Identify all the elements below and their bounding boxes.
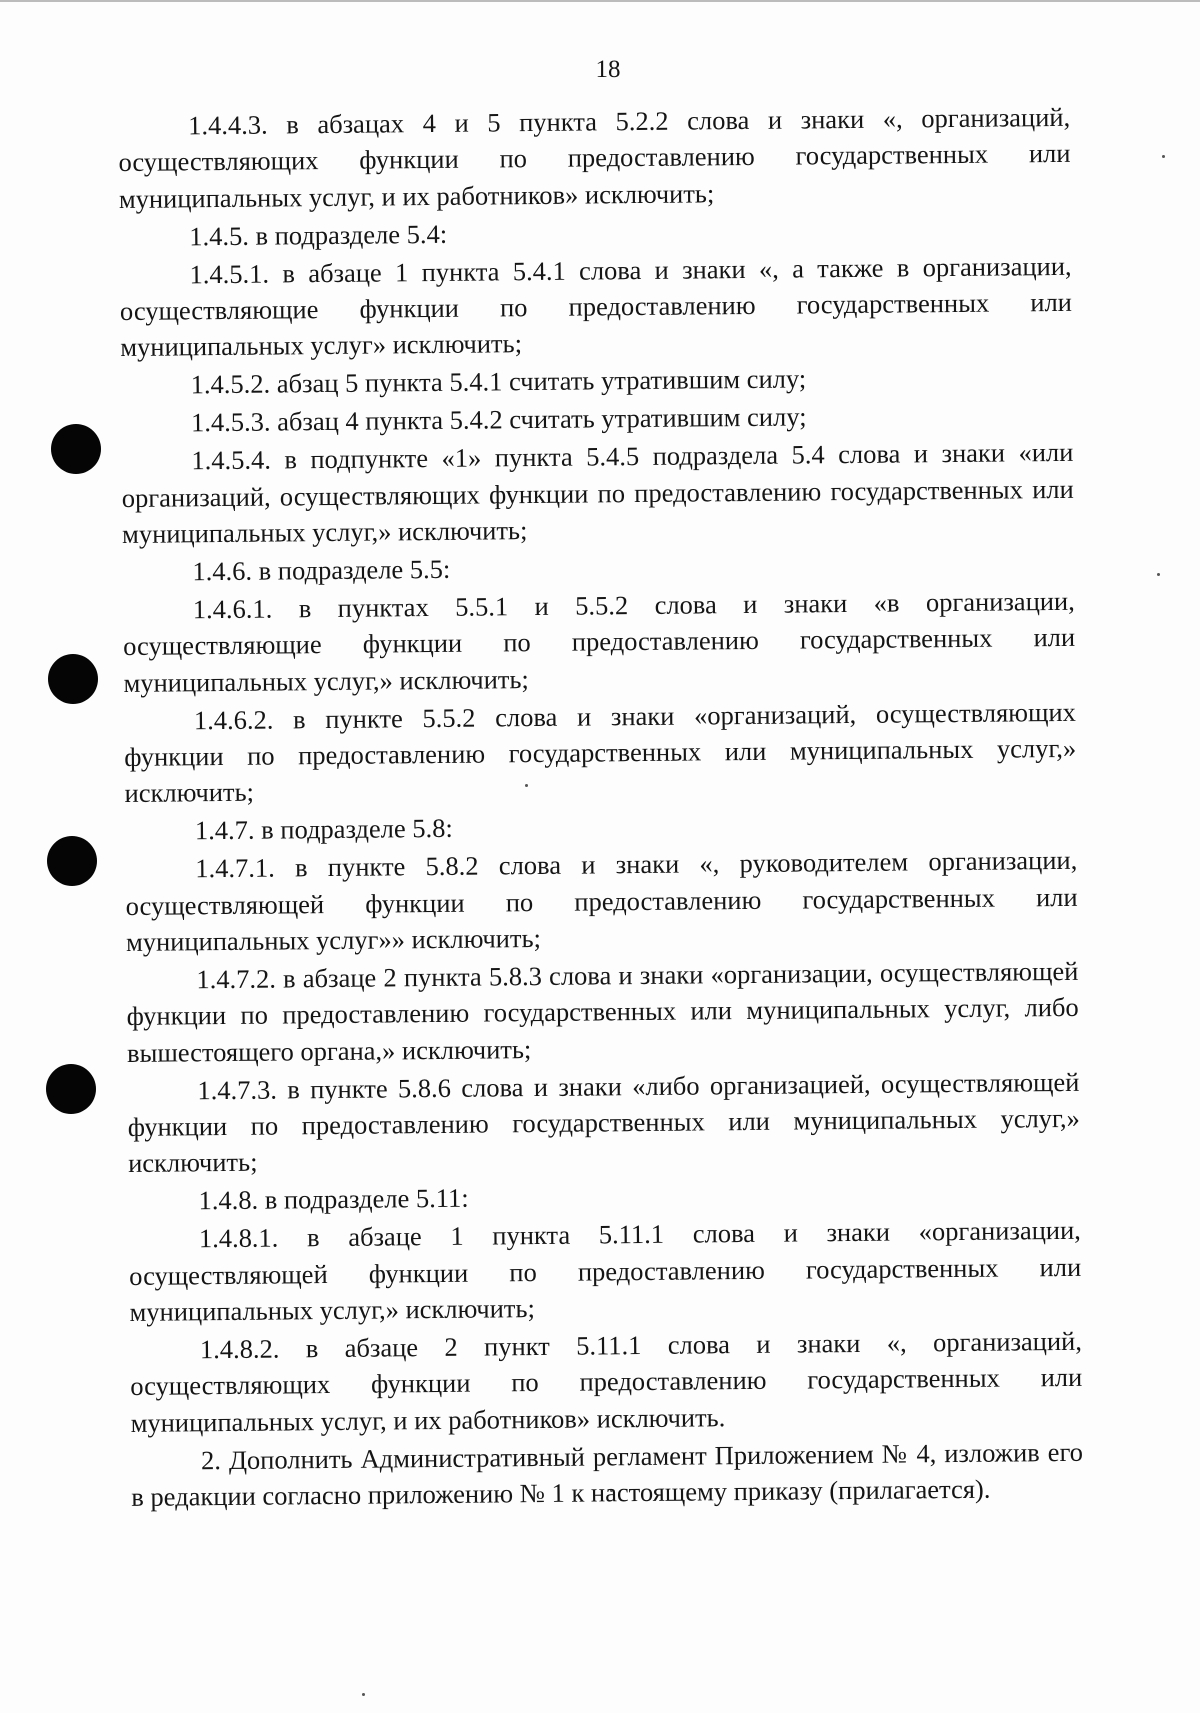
paragraph-2: 2. Дополнить Административный регламент Приложением № 4, изложив его в редакции согласно приложению № 1 к настоящему приказу (прилагается). bbox=[131, 1436, 1084, 1512]
paragraph-1-4-8-1: 1.4.8.1. в абзаце 1 пункта 5.11.1 слова и знаки «организации, осуществляющей функции по предоставлению государственных или муниципальных услуг,» исключить; bbox=[129, 1214, 1082, 1327]
scan-speck bbox=[1162, 155, 1165, 158]
paragraph-1-4-6-1: 1.4.6.1. в пунктах 5.5.1 и 5.5.2 слова и знаки «в организации, осуществляющие функции по предоставлению государственных или муниципальных услуг,» исключить; bbox=[123, 585, 1076, 698]
paragraph-1-4-7: 1.4.7. в подразделе 5.8: bbox=[194, 813, 453, 846]
paragraph-1-4-5-2: 1.4.5.2. абзац 5 пункта 5.4.1 считать утратившим силу; bbox=[190, 363, 807, 400]
punch-hole-4 bbox=[46, 1064, 96, 1114]
paragraph-1-4-6-2: 1.4.6.2. в пункте 5.5.2 слова и знаки «организаций, осуществляющих функции по предоставлению государственных или муниципальных услуг,» исключить; bbox=[124, 696, 1077, 809]
punch-hole-3 bbox=[47, 836, 97, 886]
scan-top-edge bbox=[0, 0, 1200, 2]
punch-hole-2 bbox=[48, 654, 98, 704]
page-number: 18 bbox=[595, 56, 621, 83]
paragraph-1-4-8: 1.4.8. в подразделе 5.11: bbox=[198, 1182, 469, 1216]
paragraph-1-4-6: 1.4.6. в подразделе 5.5: bbox=[192, 553, 451, 587]
paragraph-1-4-7-1: 1.4.7.1. в пункте 5.8.2 слова и знаки «, руководителем организации, осуществляющей функции по предоставлению государственных или муниципальных услуг»» исключить; bbox=[125, 844, 1078, 957]
paragraph-1-4-5-3: 1.4.5.3. абзац 4 пункта 5.4.2 считать утратившим силу; bbox=[190, 401, 807, 438]
punch-hole-1 bbox=[51, 424, 101, 474]
paragraph-1-4-5-4: 1.4.5.4. в подпункте «1» пункта 5.4.5 подраздела 5.4 слова и знаки «или организаций, осуществляющих функции по предоставлению государственных или муниципальных услуг,» исключить; bbox=[121, 437, 1074, 549]
paragraph-1-4-5: 1.4.5. в подразделе 5.4: bbox=[189, 218, 448, 252]
paragraph-1-4-7-3: 1.4.7.3. в пункте 5.8.6 слова и знаки «либо организацией, осуществляющей функции по предоставлению государственных или муниципальных услуг,» исключить; bbox=[127, 1066, 1080, 1179]
scan-speck bbox=[1157, 573, 1160, 576]
document-body bbox=[118, 99, 1083, 1517]
paragraph-1-4-8-2: 1.4.8.2. в абзаце 2 пункт 5.11.1 слова и знаки «, организаций, осуществляющих функции по предоставлению государственных или муниципальных услуг, и их работников» исключить. bbox=[130, 1325, 1083, 1438]
paragraph-1-4-5-1: 1.4.5.1. в абзаце 1 пункта 5.4.1 слова и знаки «, а также в организации, осуществляющие функции по предоставлению государственных или муниципальных услуг» исключить; bbox=[119, 250, 1073, 363]
scan-speck bbox=[362, 1693, 365, 1696]
paragraph-1-4-4-3: 1.4.4.3. в абзацах 4 и 5 пункта 5.2.2 слова и знаки «, организаций, осуществляющих функции по предоставлению государственных или муниципальных услуг, и их работников» исключить; bbox=[118, 101, 1071, 214]
paragraph-1-4-7-2: 1.4.7.2. в абзаце 2 пункта 5.8.3 слова и знаки «организации, осуществляющей функции по предоставлению государственных или муниципальных услуг, либо вышестоящего органа,» исключить; bbox=[126, 955, 1079, 1068]
